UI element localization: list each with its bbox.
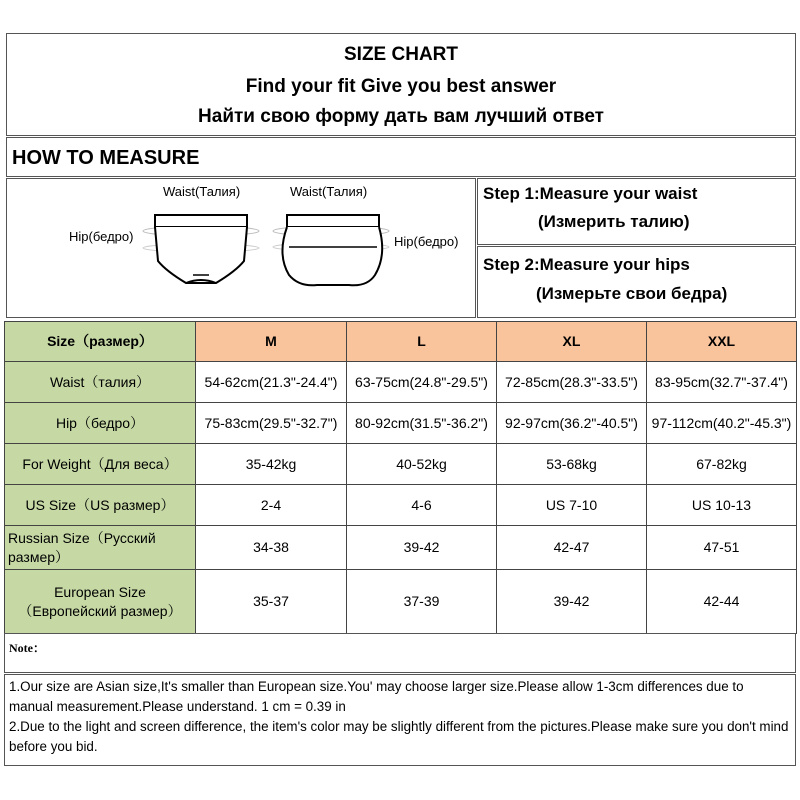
step-2-text-ru: (Измерьте свои бедра) bbox=[536, 284, 728, 303]
cell-hip-xxl: 97-112cm(40.2"-45.3") bbox=[647, 403, 797, 444]
note-body bbox=[4, 674, 796, 766]
table-row bbox=[5, 444, 797, 485]
cell-waist-xl: 72-85cm(28.3"-33.5") bbox=[497, 362, 647, 403]
table-row bbox=[5, 485, 797, 526]
cell-us-xl: US 7-10 bbox=[497, 485, 647, 526]
cell-ru-xl: 42-47 bbox=[497, 526, 647, 570]
row-label-european-size: European Size（Европейский размер） bbox=[5, 570, 196, 634]
row-label-weight: For Weight（Для веса） bbox=[5, 444, 196, 485]
cell-us-xxl: US 10-13 bbox=[647, 485, 797, 526]
cell-weight-m: 35-42kg bbox=[196, 444, 347, 485]
note-item-1: 1.Our size are Asian size,It's smaller than European size.You' may choose larger size.Please allow 1-3cm differences due to manual measurement.Please understand. 1 cm = 0.39 in bbox=[9, 679, 744, 714]
cell-eu-m: 35-37 bbox=[196, 570, 347, 634]
table-row bbox=[5, 362, 797, 403]
cell-us-m: 2-4 bbox=[196, 485, 347, 526]
cell-ru-l: 39-42 bbox=[347, 526, 497, 570]
waist-label-right: Waist(Талия) bbox=[290, 184, 368, 199]
note-header bbox=[4, 633, 796, 673]
size-l-header: L bbox=[347, 322, 497, 362]
cell-waist-xxl: 83-95cm(32.7"-37.4") bbox=[647, 362, 797, 403]
row-label-waist: Waist（талия） bbox=[5, 362, 196, 403]
cell-weight-xl: 53-68kg bbox=[497, 444, 647, 485]
waist-label-left: Waist(Талия) bbox=[163, 184, 241, 199]
size-corner-cell: Size（размер） bbox=[5, 322, 196, 362]
note-item-2: 2.Due to the light and screen difference, the item's color may be slightly different from the pictures.Please make sure you don't mind before you bid. bbox=[9, 719, 789, 754]
step-1-box bbox=[477, 178, 796, 245]
cell-eu-xl: 39-42 bbox=[497, 570, 647, 634]
how-to-measure-bar bbox=[6, 137, 796, 177]
cell-ru-xxl: 47-51 bbox=[647, 526, 797, 570]
hip-label-left: Hip(бедро) bbox=[69, 229, 134, 244]
size-m-header: M bbox=[196, 322, 347, 362]
step-1-text-ru: (Измерить талию) bbox=[538, 212, 690, 231]
table-row bbox=[5, 526, 797, 570]
row-label-hip: Hip（бедро） bbox=[5, 403, 196, 444]
page-title: SIZE CHART bbox=[344, 44, 458, 65]
subtitle-russian: Найти свою форму дать вам лучший ответ bbox=[198, 106, 604, 127]
cell-us-l: 4-6 bbox=[347, 485, 497, 526]
step-2-box bbox=[477, 246, 796, 318]
note-heading: Note： bbox=[9, 641, 45, 655]
cell-hip-xl: 92-97cm(36.2"-40.5") bbox=[497, 403, 647, 444]
cell-weight-xxl: 67-82kg bbox=[647, 444, 797, 485]
cell-hip-m: 75-83cm(29.5"-32.7") bbox=[196, 403, 347, 444]
cell-ru-m: 34-38 bbox=[196, 526, 347, 570]
step-1-text: Step 1:Measure your waist bbox=[483, 184, 698, 203]
size-xxl-header: XXL bbox=[647, 322, 797, 362]
row-label-us-size: US Size（US размер） bbox=[5, 485, 196, 526]
how-to-measure-title: HOW TO MEASURE bbox=[12, 147, 200, 169]
measure-illustration bbox=[6, 178, 476, 318]
size-header-row bbox=[5, 322, 797, 362]
briefs-front-icon bbox=[141, 203, 261, 293]
size-chart-header bbox=[6, 33, 796, 136]
cell-waist-m: 54-62cm(21.3"-24.4") bbox=[196, 362, 347, 403]
table-row bbox=[5, 570, 797, 634]
size-table bbox=[4, 321, 797, 634]
cell-waist-l: 63-75cm(24.8"-29.5") bbox=[347, 362, 497, 403]
step-2-text: Step 2:Measure your hips bbox=[483, 255, 690, 274]
briefs-back-icon bbox=[269, 203, 393, 293]
cell-eu-l: 37-39 bbox=[347, 570, 497, 634]
cell-eu-xxl: 42-44 bbox=[647, 570, 797, 634]
row-label-russian-size: Russian Size（Русский размер） bbox=[5, 526, 196, 570]
size-xl-header: XL bbox=[497, 322, 647, 362]
cell-hip-l: 80-92cm(31.5"-36.2") bbox=[347, 403, 497, 444]
cell-weight-l: 40-52kg bbox=[347, 444, 497, 485]
hip-label-right: Hip(бедро) bbox=[394, 234, 459, 249]
subtitle-english: Find your fit Give you best answer bbox=[245, 76, 557, 97]
table-row bbox=[5, 403, 797, 444]
